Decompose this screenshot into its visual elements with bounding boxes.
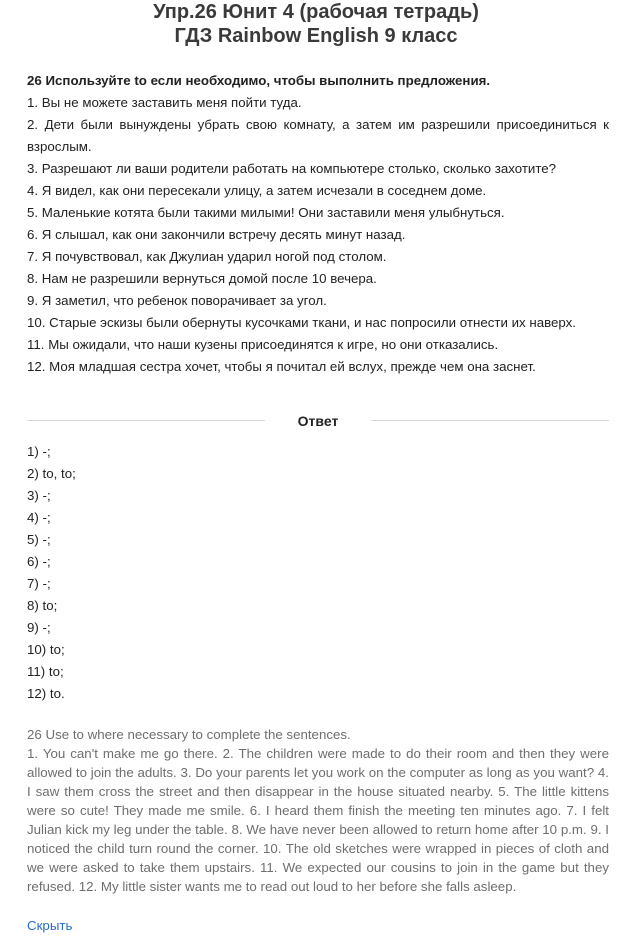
page-title: Упр.26 Юнит 4 (рабочая тетрадь) — [153, 1, 479, 23]
task-item: 9. Я заметил, что ребенок поворачивает за угол. — [27, 293, 327, 308]
task-item: 6. Я слышал, как они закончили встречу десять минут назад. — [27, 227, 406, 242]
answer-item: 8) to; — [27, 598, 58, 613]
task-item: 2. Дети были вынуждены убрать свою комнату, а затем им разрешили присоединиться к взрослым. — [27, 117, 609, 154]
translation-block — [27, 725, 609, 896]
answer-item: 4) -; — [27, 510, 51, 525]
answer-item: 5) -; — [27, 532, 51, 547]
task-heading: 26 Используйте to если необходимо, чтобы выполнить предложения. — [27, 73, 491, 88]
task-item: 5. Маленькие котята были такими милыми! Они заставили меня улыбнуться. — [27, 205, 505, 220]
task-item: 7. Я почувствовал, как Джулиан ударил ногой под столом. — [27, 249, 387, 264]
page-subtitle: ГДЗ Rainbow English 9 класс — [174, 25, 458, 47]
translation-heading: 26 Use to where necessary to complete the sentences. — [27, 727, 351, 742]
task-item: 11. Мы ожидали, что наши кузены присоединятся к игре, но они отказались. — [27, 337, 499, 352]
answer-item: 9) -; — [27, 620, 51, 635]
answer-item: 6) -; — [27, 554, 51, 569]
answer-item: 12) to. — [27, 686, 65, 701]
task-item: 8. Нам не разрешили вернуться домой после 10 вечера. — [27, 271, 377, 286]
task-item: 10. Старые эскизы были обернуты кусочками ткани, и нас попросили отнести их наверх. — [27, 315, 576, 330]
task-item: 12. Моя младшая сестра хочет, чтобы я почитал ей вслух, прежде чем она заснет. — [27, 359, 536, 374]
answer-divider — [27, 410, 609, 432]
task-item: 1. Вы не можете заставить меня пойти туда. — [27, 95, 302, 110]
answer-item: 3) -; — [27, 488, 51, 503]
task-block — [27, 70, 609, 378]
answer-item: 10) to; — [27, 642, 65, 657]
answer-list — [27, 441, 76, 705]
answer-item: 11) to; — [27, 664, 64, 679]
answer-item: 2) to, to; — [27, 466, 76, 481]
translation-text: 1. You can't make me go there. 2. The children were made to do their room and then they were allowed to join the adults. 3. Do your parents let you work on the computer as long as you want? 4. I saw them cross the street and then disappear in the house situated nearby. 5. The little kittens were so cute! They made me smile. 6. I heard them finish the meeting ten minutes ago. 7. I felt Julian kick my leg under the table. 8. We have never been allowed to return home after 10 p.m. 9. I noticed the child turn round the corner. 10. The old sketches were wrapped in pieces of cloth and we were asked to take them upstairs. 11. We expected our cousins to join in the game but they refused. 12. My little sister wants me to read out loud to her before she falls asleep. — [27, 746, 609, 894]
divider-line-right — [371, 420, 609, 421]
task-item: 4. Я видел, как они пересекали улицу, а затем исчезали в соседнем доме. — [27, 183, 487, 198]
answer-item: 1) -; — [27, 444, 51, 459]
collapse-link[interactable]: Скрыть — [27, 918, 73, 933]
answer-heading: Ответ — [297, 413, 339, 429]
task-item: 3. Разрешают ли ваши родители работать на компьютере столько, сколько захотите? — [27, 161, 557, 176]
answer-item: 7) -; — [27, 576, 51, 591]
